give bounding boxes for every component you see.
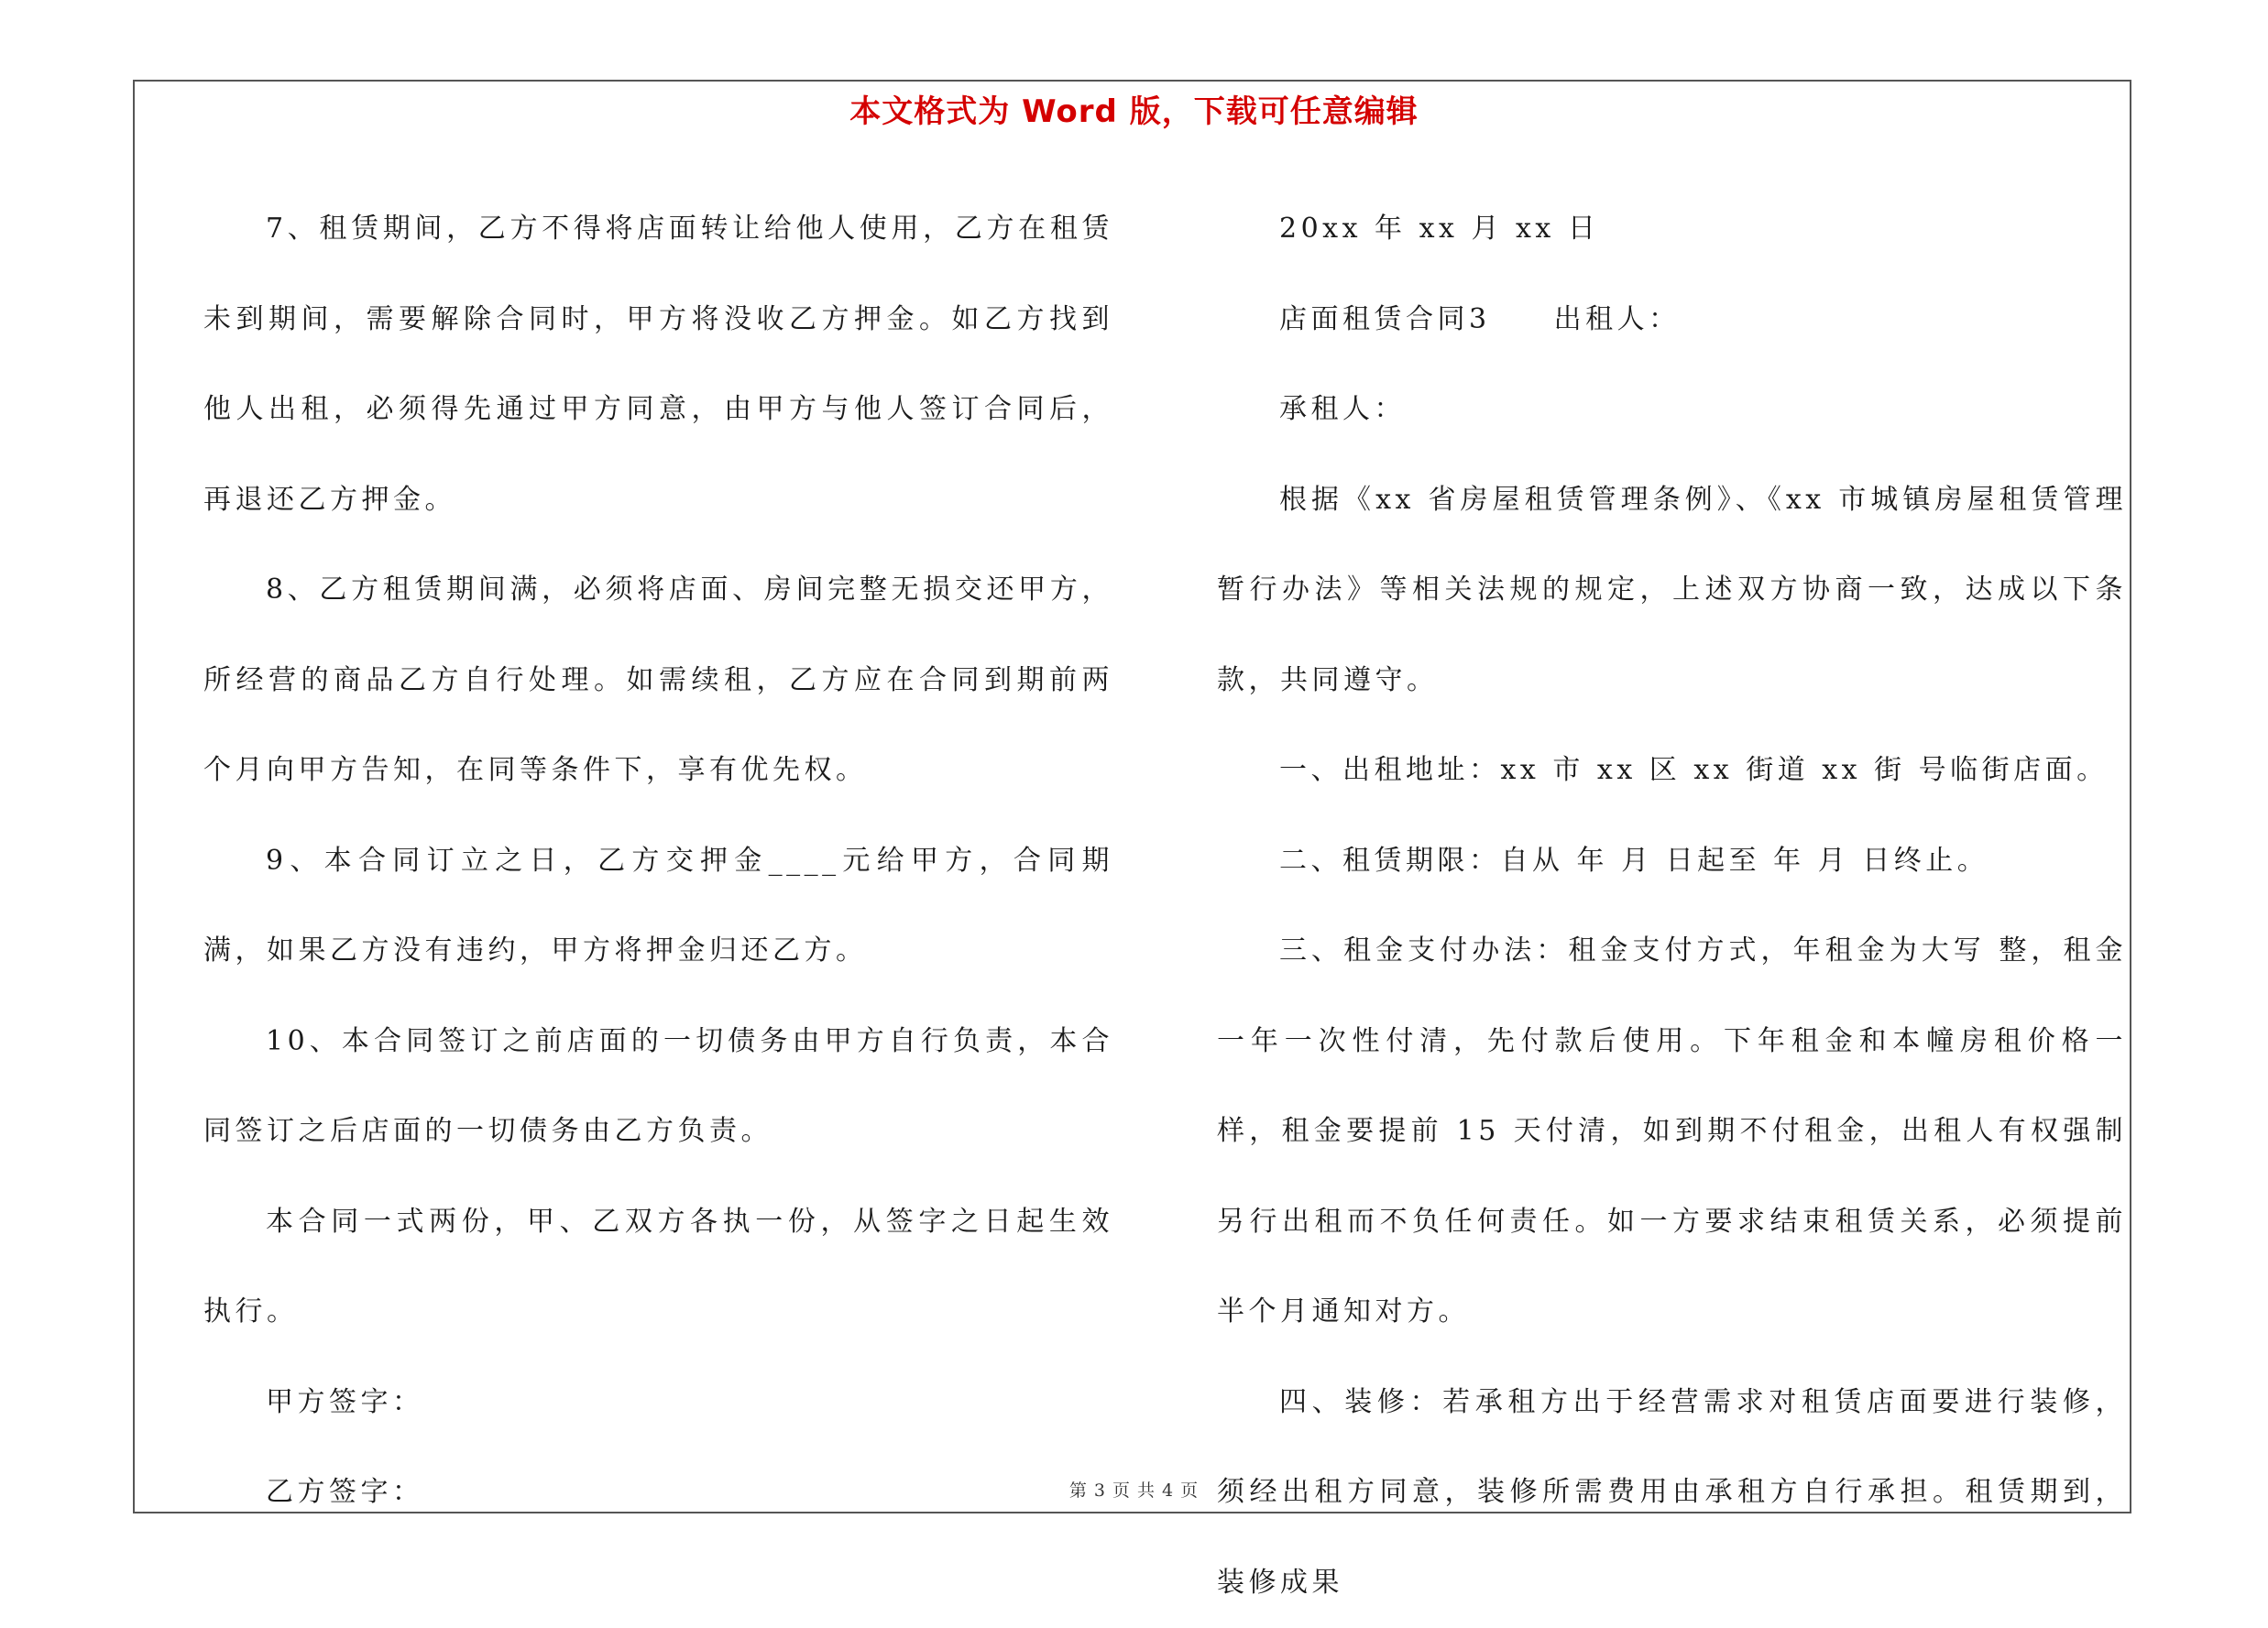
party-b-signature: 乙方签字： <box>203 1448 1113 1538</box>
article-1-address: 一、出租地址：xx 市 xx 区 xx 街道 xx 街 号临街店面。 <box>1217 726 2127 816</box>
clause-9: 9、本合同订立之日，乙方交押金____元给甲方，合同期满，如果乙方没有违约，甲方将押金归还乙方。 <box>203 816 1113 997</box>
party-a-signature: 甲方签字： <box>203 1358 1113 1448</box>
right-column <box>1217 184 2127 1628</box>
lessee-line: 承租人： <box>1217 365 2127 455</box>
clause-10: 10、本合同签订之前店面的一切债务由甲方自行负责，本合同签订之后店面的一切债务由乙方负责。 <box>203 997 1113 1177</box>
contract-3-heading-lessor: 店面租赁合同3 出租人： <box>1217 275 2127 366</box>
clause-7: 7、租赁期间，乙方不得将店面转让给他人使用，乙方在租赁未到期间，需要解除合同时，甲方将没收乙方押金。如乙方找到他人出租，必须得先通过甲方同意，由甲方与他人签订合同后，再退还乙方押金。 <box>203 184 1113 545</box>
clause-8: 8、乙方租赁期间满，必须将店面、房间完整无损交还甲方，所经营的商品乙方自行处理。如需续租，乙方应在合同到期前两个月向甲方告知，在同等条件下，享有优先权。 <box>203 545 1113 816</box>
format-notice-banner: 本文格式为 Word 版，下载可任意编辑 <box>0 86 2268 131</box>
article-2-term: 二、租赁期限：自从 年 月 日起至 年 月 日终止。 <box>1217 816 2127 907</box>
article-3-payment: 三、租金支付办法：租金支付方式，年租金为大写 整，租金一年一次性付清，先付款后使用。下年租金和本幢房租价格一样，租金要提前 15 天付清，如到期不付租金，出租人有权强制另行出租而不负任何责任。如一方要求结束租赁关系，必须提前半个月通知对方。 <box>1217 906 2127 1358</box>
left-column <box>203 184 1113 1538</box>
contract-date: 20xx 年 xx 月 xx 日 <box>1217 184 2127 275</box>
article-4-renovation: 四、装修：若承租方出于经营需求对租赁店面要进行装修，须经出租方同意，装修所需费用由承租方自行承担。租赁期到，装修成果 <box>1217 1358 2127 1628</box>
legal-basis-paragraph: 根据《xx 省房屋租赁管理条例》、《xx 市城镇房屋租赁管理暂行办法》等相关法规的规定，上述双方协商一致，达成以下条款，共同遵守。 <box>1217 455 2127 727</box>
copies-clause: 本合同一式两份，甲、乙双方各执一份，从签字之日起生效执行。 <box>203 1177 1113 1358</box>
page-number-footer: 第 3 页 共 4 页 <box>0 1477 2268 1502</box>
